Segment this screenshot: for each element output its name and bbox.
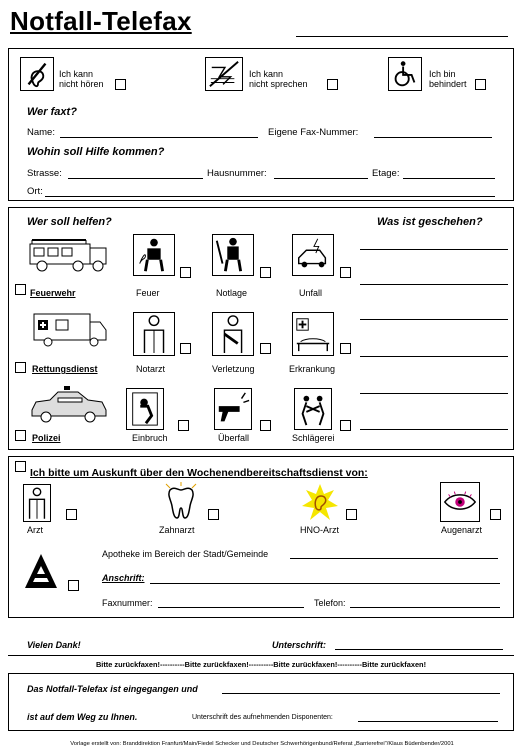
wheel-label-2: behindert (429, 79, 467, 89)
page-title: Notfall-Telefax (10, 6, 192, 36)
ent-icon (300, 482, 340, 522)
weekend-heading: Ich bitte um Auskunft über den Wochenendbereitschaftsdienst von: (30, 467, 368, 479)
what-heading: Was ist geschehen? (377, 216, 483, 228)
receipt-section (8, 673, 514, 731)
return-notice: Bitte zurückfaxen!----------Bitte zurückfaxen!----------Bitte zurückfaxen!----------Bitte zurückfaxen! (95, 660, 427, 669)
pharmacy-fax-label: Faxnummer: (102, 598, 153, 608)
fight-checkbox[interactable] (340, 420, 351, 431)
accident-checkbox[interactable] (340, 267, 351, 278)
hear-label-1: Ich kann (59, 69, 94, 79)
speak-label (249, 69, 308, 89)
pharmacy-area-label: Apotheke im Bereich der Stadt/Gemeinde (102, 549, 269, 559)
general-doctor-label: Arzt (27, 525, 44, 535)
illness-label: Erkrankung (289, 364, 336, 374)
hear-label (59, 69, 104, 89)
speak-checkbox[interactable] (327, 79, 338, 90)
police-checkbox[interactable] (15, 430, 26, 441)
weekend-checkbox[interactable] (15, 461, 26, 472)
dentist-icon (160, 480, 202, 522)
doctor-checkbox[interactable] (180, 343, 191, 354)
speech-impaired-icon (205, 57, 243, 91)
wheel-label-1: Ich bin (429, 69, 456, 79)
street-label: Strasse: (27, 168, 62, 179)
eye-doctor-icon (440, 482, 480, 522)
house-number-label: Hausnummer: (207, 168, 267, 179)
general-doctor-icon (23, 484, 51, 522)
fight-label: Schlägerei (292, 433, 335, 443)
doctor-icon (133, 312, 175, 356)
what-line-2[interactable] (360, 284, 508, 285)
floor-label: Etage: (372, 168, 400, 179)
wheel-label (429, 69, 467, 89)
hear-label-2: nicht hören (59, 79, 104, 89)
police-label: Polizei (32, 433, 61, 443)
hearing-impaired-icon (20, 57, 54, 91)
separator-line (8, 655, 514, 656)
ambulance-icon (32, 308, 108, 348)
robbery-checkbox[interactable] (260, 420, 271, 431)
pharmacy-phone-label: Telefon: (314, 598, 346, 608)
burglary-icon (126, 388, 164, 430)
emergency-checkbox[interactable] (260, 267, 271, 278)
robbery-icon (214, 388, 252, 430)
eye-doctor-label: Augenarzt (441, 525, 483, 535)
dispatcher-label: Unterschrift des aufnehmenden Disponenten: (192, 714, 333, 721)
floor-field[interactable] (403, 178, 495, 179)
eye-doctor-checkbox[interactable] (490, 509, 501, 520)
street-field[interactable] (68, 178, 203, 179)
signature-label: Unterschrift: (272, 640, 327, 650)
fax-number-label: Eigene Fax-Nummer: (268, 127, 359, 138)
general-doctor-checkbox[interactable] (66, 509, 77, 520)
fax-number-field[interactable] (374, 137, 492, 138)
sender-heading: Wer faxt? (27, 106, 77, 118)
burglary-checkbox[interactable] (178, 420, 189, 431)
received-text: Das Notfall-Telefax ist eingegangen und (27, 684, 198, 694)
fire-service-label: Feuerwehr (30, 288, 76, 298)
pharmacy-icon (23, 552, 59, 590)
dentist-checkbox[interactable] (208, 509, 219, 520)
name-label: Name: (27, 127, 55, 138)
name-field[interactable] (60, 137, 258, 138)
title-date-line (296, 36, 508, 37)
what-line-3[interactable] (360, 319, 508, 320)
fire-truck-icon (28, 234, 110, 274)
dentist-label: Zahnarzt (159, 525, 195, 535)
fire-checkbox[interactable] (180, 267, 191, 278)
wheelchair-icon (388, 57, 422, 91)
pharmacy-address-label: Anschrift: (102, 573, 145, 583)
illness-checkbox[interactable] (340, 343, 351, 354)
fire-icon (133, 234, 175, 276)
signature-field[interactable] (335, 649, 503, 650)
ent-label: HNO-Arzt (300, 525, 339, 535)
pharmacy-area-field[interactable] (290, 558, 498, 559)
received-field[interactable] (222, 693, 500, 694)
injury-icon (212, 312, 254, 356)
ambulance-label: Rettungsdienst (32, 364, 98, 374)
what-line-5[interactable] (360, 393, 508, 394)
pharmacy-checkbox[interactable] (68, 580, 79, 591)
ent-checkbox[interactable] (346, 509, 357, 520)
help-heading: Wer soll helfen? (27, 216, 112, 228)
onway-text: ist auf dem Weg zu Ihnen. (27, 712, 138, 722)
accident-label: Unfall (299, 288, 323, 298)
illness-icon (292, 312, 334, 356)
hear-checkbox[interactable] (115, 79, 126, 90)
injury-label: Verletzung (212, 364, 255, 374)
what-line-6[interactable] (360, 429, 508, 430)
robbery-label: Überfall (218, 433, 250, 443)
ambulance-checkbox[interactable] (15, 362, 26, 373)
speak-label-1: Ich kann (249, 69, 284, 79)
fire-label: Feuer (136, 288, 160, 298)
what-line-1[interactable] (360, 249, 508, 250)
dispatcher-field[interactable] (358, 721, 498, 722)
pharmacy-fax-field[interactable] (158, 607, 304, 608)
fire-service-checkbox[interactable] (15, 284, 26, 295)
city-field[interactable] (45, 196, 495, 197)
doctor-label: Notarzt (136, 364, 166, 374)
emergency-icon (212, 234, 254, 276)
pharmacy-address-field[interactable] (150, 583, 500, 584)
accident-icon (292, 234, 334, 276)
fight-icon (294, 388, 332, 430)
city-label: Ort: (27, 186, 43, 197)
emergency-label: Notlage (216, 288, 248, 298)
pharmacy-phone-field[interactable] (350, 607, 500, 608)
footer-credit: Vorlage erstellt von: Branddirektion Franfurt/Main/Fiedel Schecker und Deutscher Schwerhörigenbund/Referat „Barrierefrei"/Klaus Büdenbender/2001 (70, 741, 454, 747)
wheel-checkbox[interactable] (475, 79, 486, 90)
what-line-4[interactable] (360, 356, 508, 357)
speak-label-2: nicht sprechen (249, 79, 308, 89)
location-heading: Wohin soll Hilfe kommen? (27, 146, 165, 158)
weekend-section (8, 456, 514, 618)
burglary-label: Einbruch (132, 433, 168, 443)
injury-checkbox[interactable] (260, 343, 271, 354)
house-number-field[interactable] (274, 178, 368, 179)
thanks-text: Vielen Dank! (27, 640, 81, 650)
police-car-icon (28, 384, 108, 424)
